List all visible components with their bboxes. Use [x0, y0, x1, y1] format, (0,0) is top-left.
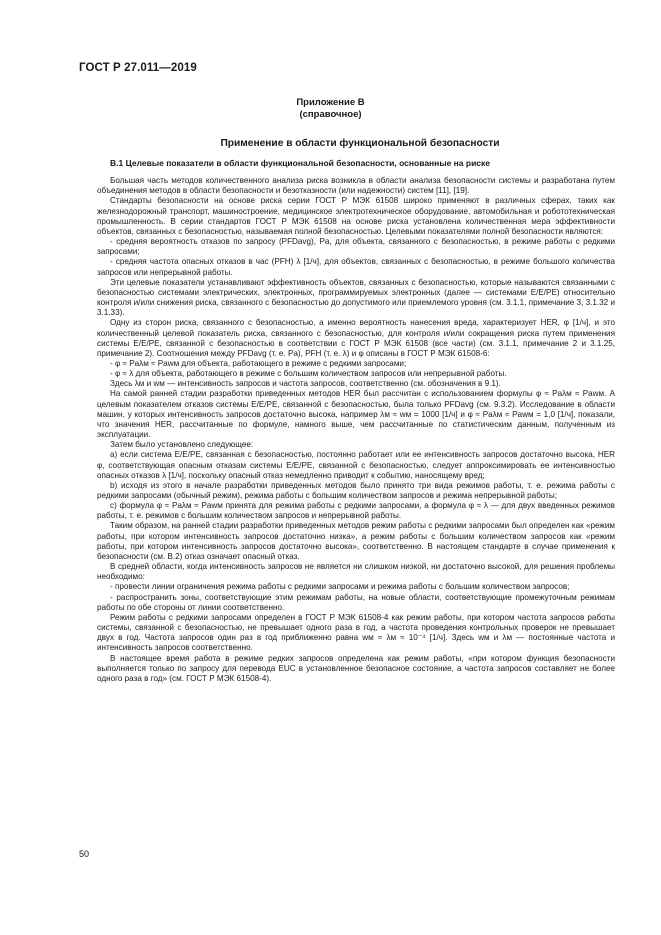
paragraph: - провести линии ограничения режима работы с редкими запросами и режима работы с большим количеством запросов;	[110, 582, 570, 592]
paragraph: c) формула φ ≈ Paλм ≈ Pawм принята для режима работы с редкими запросами, а формула φ ≈ λ — для двух введенных режимов работы, т. е. режимов с большим количеством запросов и непрерывной работы.	[97, 501, 615, 521]
document-body	[97, 158, 615, 684]
paragraph: В настоящее время работа в режиме редких запросов определена как режим работы, «при котором функция безопасности выполняется только по запросу для перевода EUC в установленное безопасное состояние, а частота запросов составляет не более одного раза в год» (см. ГОСТ Р МЭК 61508-4).	[97, 653, 615, 683]
paragraph: Эти целевые показатели устанавливают эффективность объектов, связанных с безопасностью, которые называются связанными с безопасностью системами электрических, электронных, программируемых электронных (далее — системами Е/Е/РЕ) относительно контроля и/или снижения риска, связанного с безопасностью до допустимого или приемлемого уровня (см. 3.1.1, примечание 3, 3.1.32 и 3.1.33).	[97, 277, 615, 318]
paragraph: - φ ≈ λ для объекта, работающего в режиме с большим количеством запросов или непрерывной работы.	[110, 369, 507, 379]
paragraph: Стандарты безопасности на основе риска серии ГОСТ Р МЭК 61508 широко применяют в различных сферах, таких как железнодорожный транспорт, машиностроение, медицинское электротехническое оборудование, автомобильная и робототехническая промышленность. В серии стандартов ГОСТ Р МЭК 61508 на основе риска установлена количественная мера эффективности объектов, связанных с безопасностью, называемая полной безопасностью. Целевыми показателями полной безопасности являются:	[97, 196, 615, 236]
page-number: 50	[79, 849, 90, 859]
paragraph: a) если система Е/Е/РЕ, связанная с безопасностью, постоянно работает или ее интенсивность запросов достаточно высока, HER φ, соответствующая опасным отказам системы Е/Е/РЕ, связанной с безопасностью, следует аппроксимировать ее интенсивностью опасных отказов λ [1/ч], поскольку опасный отказ немедленно приводит к событию, наносящему вред;	[97, 450, 615, 480]
paragraph: Режим работы с редкими запросами определен в ГОСТ Р МЭК 61508-4 как режим работы, при котором частота запросов работы системы, связанной с безопасностью, не превышает одного раза в год, а частота проведения контрольных проверок не превышает двух в год. Частота запросов один раз в год приближенно равна wм ≈ λм ≈ 10⁻⁴ [1/ч]. Здесь wм и λм — постоянные частота и интенсивность запросов соответственно.	[97, 612, 615, 653]
paragraph: Затем было установлено следующее:	[110, 440, 254, 450]
annex-subtitle: (справочное)	[299, 109, 362, 120]
paragraph: - распространить зоны, соответствующие этим режимам работы, на новые области, соответствующие промежуточным режимам работы по обе стороны от линии соответственно.	[97, 592, 615, 612]
paragraph: На самой ранней стадии разработки приведенных методов HER был рассчитан с использованием формулы φ ≈ Paλм ≈ Pawм. А целевым показателем отказов системы Е/Е/РЕ, связанной с безопасностью, была только PFDavg (см. 9.3.2). Исследование в области машин, у которых интенсивность запросов достаточно высока, например λм ≈ wм = 1000 [1/ч] и φ ≈ Paλм ≈ Pawм = 1,0 [1/ч], показали, что значения HER, рассчитанные по формуле, намного выше, чем рассчитанные по статистическим данным, полученным из эксплуатации.	[97, 389, 615, 440]
section-title: В.1 Целевые показатели в области функциональной безопасности, основанные на риске	[110, 158, 491, 168]
paragraph: Здесь λм и wм — интенсивность запросов и частота запросов, соответственно (см. обозначения в 9.1).	[110, 379, 501, 389]
paragraph: - φ ≈ Paλм ≈ Pawм для объекта, работающего в режиме с редкими запросами;	[110, 358, 407, 368]
annex-title: Приложение В	[296, 97, 365, 108]
annex-heading: Применение в области функциональной безопасности	[220, 138, 500, 149]
paragraph: Таким образом, на ранней стадии разработки приведенных методов режим работы с редкими запросами был определен как «режим работы, при котором интенсивность запросов достаточно низка», а режим работы с большим количеством запросов как «режим работы, при котором интенсивность запросов достаточно высока», соответственно. В настоящем стандарте в случае применения к безопасности (см. В.2) отказ означает опасный отказ.	[97, 521, 615, 561]
paragraph: В средней области, когда интенсивность запросов не является ни слишком низкой, ни достаточно высокой, для решения проблемы необходимо:	[97, 562, 615, 582]
paragraph: Одну из сторон риска, связанного с безопасностью, а именно вероятность нанесения вреда, характеризует HER, φ [1/ч], и это количественный целевой показатель риска, связанного с безопасностью, для контроля и/или сокращения риска путем применения системы Е/Е/РЕ, связанной с безопасностью в соответствии с ГОСТ Р МЭК 61508 (все части) (см. 3.1.1, примечание 2 и 3.1.25, примечание 2). Соотношения между PFDavg (т. е. Pa), PFH (т. е. λ) и φ описаны в ГОСТ Р МЭК 61508-6:	[97, 318, 615, 358]
document-code: ГОСТ Р 27.011—2019	[79, 62, 197, 74]
paragraph: b) исходя из этого в начале разработки приведенных методов было принято три вида режимов работы, т. е. режима работы с редкими запросами (обычный режим), режима работы с большим количеством запросов и режима непрерывной работы;	[97, 480, 615, 500]
paragraph: - средняя частота опасных отказов в час (PFH) λ [1/ч], для объектов, связанных с безопасностью, в режиме большого количества запросов или непрерывной работы.	[97, 257, 615, 277]
paragraph: - средняя вероятность отказов по запросу (PFDavg), Pa, для объекта, связанного с безопасностью, в режиме работы с редкими запросами;	[97, 237, 615, 257]
paragraph: Большая часть методов количественного анализа риска возникла в области анализа безопасности системы и разработана путем объединения методов в области безопасности и безотказности (или надежности) систем [11], [19].	[97, 176, 615, 196]
